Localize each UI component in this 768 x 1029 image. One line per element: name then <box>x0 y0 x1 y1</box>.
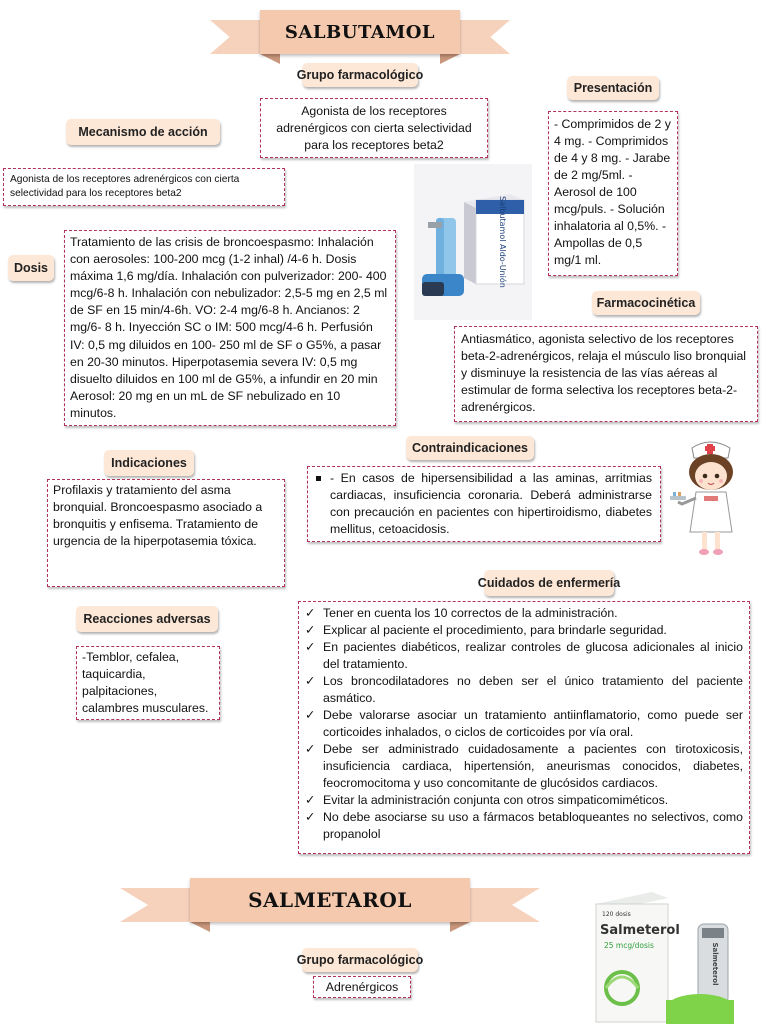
label-dosis: Dosis <box>8 255 54 281</box>
box-cuidados-de-enfermeria <box>298 601 750 854</box>
title-banner-salmeterol <box>120 878 540 936</box>
inhaler-icon <box>414 164 532 320</box>
product-box-text: Salbutamol Aldo-Unión <box>498 196 507 288</box>
box-reacciones-adversas: -Temblor, cefalea, taquicardia, palpitaciones, calambres musculares. <box>76 646 220 720</box>
salmeterol-dose-count: 120 dosis <box>602 911 631 918</box>
box-contraindicaciones <box>307 466 661 542</box>
salmeterol-brand-text: Salmeterol <box>600 923 680 938</box>
inhaler-product-image <box>414 164 532 320</box>
list-item: ✓ Debe ser administrado cuidadosamente a pacientes con tirotoxicosis, insuficiencia cardiaca, hipertensión, aneurismas conocidos, diabetes, feocromocitoma y uso concomitante de glucósidos cardiacos. <box>303 741 743 792</box>
nurse-icon <box>668 436 752 560</box>
label-grupo-farmacologico-salmeterol: Grupo farmacológico <box>302 948 418 972</box>
box-mecanismo-de-accion: Agonista de los receptores adrenérgicos con cierta selectividad para los receptores beta2 <box>3 168 285 206</box>
contraindicaciones-list <box>312 470 652 538</box>
box-grupo-farmacologico-salmeterol: Adrenérgicos <box>313 976 411 998</box>
salmeterol-dose-text: 25 mcg/dosis <box>604 941 654 950</box>
list-item: ✓ No debe asociarse su uso a fármacos betabloqueantes no selectivos, como propanolol <box>303 809 743 843</box>
cuidados-list <box>303 605 743 843</box>
list-item: ✓ Tener en cuenta los 10 correctos de la administración. <box>303 605 743 622</box>
salmeterol-product-image <box>592 884 742 1024</box>
title-salmeterol: SALMETAROL <box>190 878 470 922</box>
label-indicaciones: Indicaciones <box>104 450 194 476</box>
box-grupo-farmacologico: Agonista de los receptores adrenérgicos con cierta selectividad para los receptores beta2 <box>260 98 488 158</box>
title-banner-salbutamol <box>210 10 510 66</box>
list-item: ✓ En pacientes diabéticos, realizar controles de glucosa adicionales al inicio del tratamiento. <box>303 639 743 673</box>
list-item: ✓ Los broncodilatadores no deben ser el único tratamiento del paciente asmático. <box>303 673 743 707</box>
label-farmacocinetica: Farmacocinética <box>592 291 700 315</box>
box-presentacion: - Comprimidos de 2 y 4 mg. - Comprimidos de 4 y 8 mg. - Jarabe de 2 mg/5ml. - Aerosol de 100 mcg/puls. - Solución inhalatoria al 0,5%. - Ampollas de 0,5 mg/1 ml. <box>548 111 678 276</box>
list-item: ✓ Explicar al paciente el procedimiento, para brindarle seguridad. <box>303 622 743 639</box>
label-reacciones-adversas: Reacciones adversas <box>76 606 218 632</box>
label-contraindicaciones: Contraindicaciones <box>406 436 534 460</box>
label-grupo-farmacologico: Grupo farmacológico <box>302 63 418 87</box>
list-item: - En casos de hipersensibilidad a las aminas, arritmias cardiacas, insuficiencia coronaria. Deberá administrarse con precaución en pacientes con hipertiroidismo, diabetes mellitus, cetoacidosis. <box>312 470 652 538</box>
label-mecanismo-de-accion: Mecanismo de acción <box>66 119 220 145</box>
list-item: ✓ Evitar la administración conjunta con otros simpaticomiméticos. <box>303 792 743 809</box>
list-item: ✓ Debe valorarse asociar un tratamiento antiinflamatorio, como puede ser corticoides inhalados, o ciclos de corticoides por vía oral. <box>303 707 743 741</box>
label-cuidados-de-enfermeria: Cuidados de enfermería <box>484 570 614 596</box>
box-farmacocinetica: Antiasmático, agonista selectivo de los receptores beta-2-adrenérgicos, relaja el músculo liso bronquial y disminuye la resistencia de las vías aéreas al estimular de forma selectiva los receptores beta-2-adrenérgicos. <box>454 326 758 422</box>
box-dosis: Tratamiento de las crisis de broncoespasmo: Inhalación con aerosoles: 100-200 mcg (1-2 inhal) /4-6 h. Dosis máxima 1,6 mg/día. Inhalación con pulverizador: 200- 400 mcg/6-8 h. Inhalación con nebulizador: 2,5-5 mg en 2,5 ml de SF en 15 min/4-6h. VO: 2-4 mg/6-8 h. Ancianos: 2 mg/6- 8 h. Inyección SC o IM: 500 mcg/4-6 h. Perfusión IV: 0,5 mg diluidos en 100- 250 ml de SF o G5%, a pasar en 20-30 minutos. Hiperpotasemia severa IV: 0,5 mg disuelto diluidos en 100 ml de G5%, a infundir en 20 min Aerosol: 20 mg en un mL de SF nebulizado en 10 minutos. <box>64 230 396 426</box>
box-indicaciones: Profilaxis y tratamiento del asma bronquial. Broncoespasmo asociado a bronquitis y enfisema. Tratamiento de urgencia de la hiperpotasemia tóxica. <box>47 479 285 587</box>
salmeterol-device-text: Salmeterol <box>711 942 719 986</box>
salmeterol-inhaler-icon <box>592 884 742 1024</box>
title-salbutamol: SALBUTAMOL <box>260 10 460 54</box>
nurse-illustration <box>668 436 752 560</box>
label-presentacion: Presentación <box>567 76 659 100</box>
